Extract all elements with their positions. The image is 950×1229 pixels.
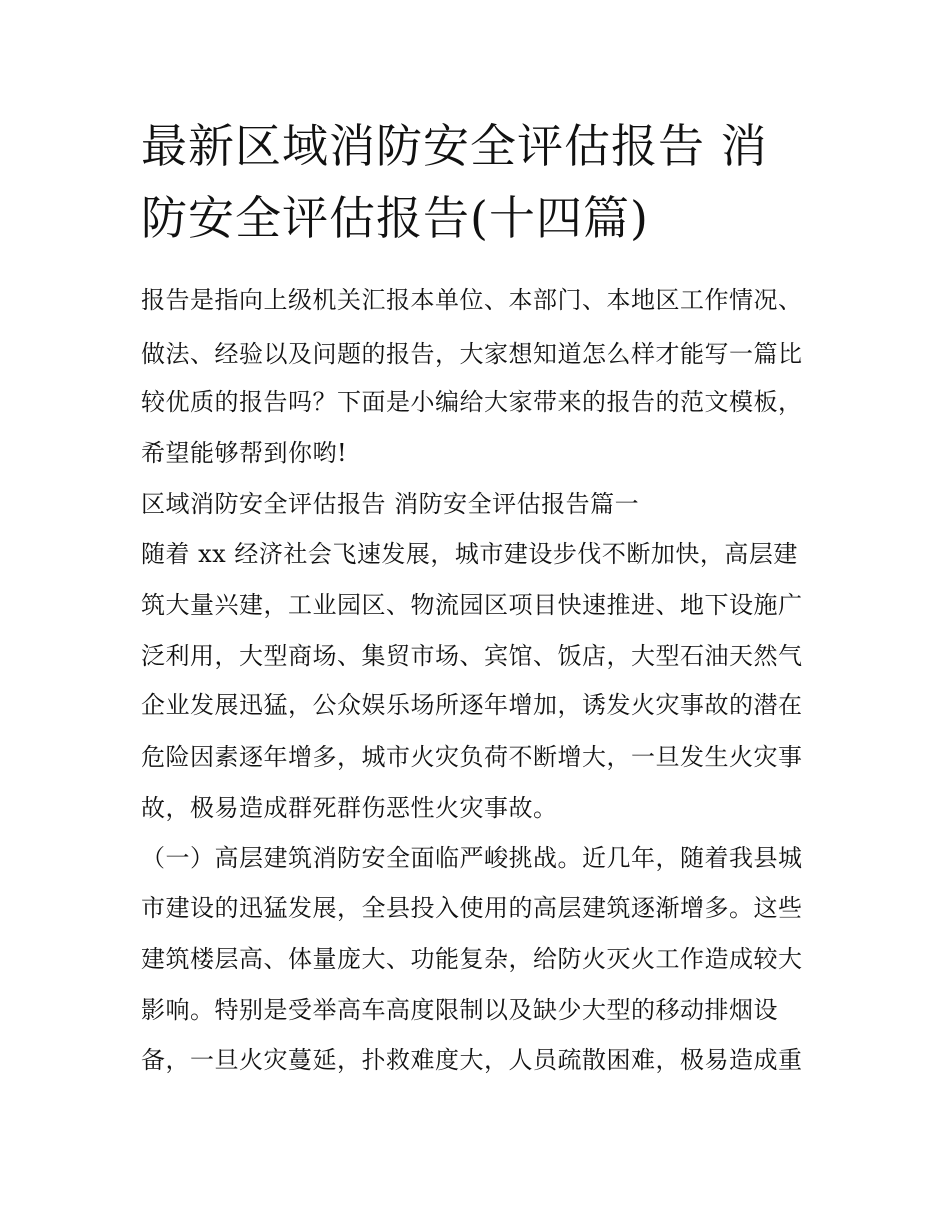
intro-line-2: 做法、经验以及问题的报告，大家想知道怎么样才能写一篇比 bbox=[141, 340, 803, 368]
document-title-line-1: 最新区域消防安全评估报告 消 bbox=[141, 119, 768, 173]
section-heading: 区域消防安全评估报告 消防安全评估报告篇一 bbox=[141, 490, 640, 518]
paragraph-2-line-1: （一）高层建筑消防安全面临严峻挑战。近几年，随着我县城 bbox=[141, 844, 803, 872]
paragraph-2-line-5: 备，一旦火灾蔓延，扑救难度大，人员疏散困难，极易造成重 bbox=[141, 1046, 803, 1074]
paragraph-2-line-3: 建筑楼层高、体量庞大、功能复杂，给防火灭火工作造成较大 bbox=[141, 945, 803, 973]
paragraph-1-line-2: 筑大量兴建，工业园区、物流园区项目快速推进、地下设施广 bbox=[141, 591, 803, 619]
paragraph-1-line-3: 泛利用，大型商场、集贸市场、宾馆、饭店，大型石油天然气 bbox=[141, 642, 803, 670]
paragraph-1-line-1: 随着 xx 经济社会飞速发展，城市建设步伐不断加快，高层建 bbox=[141, 540, 798, 568]
intro-line-3: 较优质的报告吗？下面是小编给大家带来的报告的范文模板， bbox=[141, 388, 803, 416]
paragraph-2-line-4: 影响。特别是受举高车高度限制以及缺少大型的移动排烟设 bbox=[141, 996, 778, 1024]
intro-line-4: 希望能够帮到你哟! bbox=[141, 439, 348, 467]
document-title-line-2: 防安全评估报告(十四篇) bbox=[141, 191, 649, 245]
paragraph-1-line-4: 企业发展迅猛，公众娱乐场所逐年增加，诱发火灾事故的潜在 bbox=[141, 691, 803, 719]
paragraph-1-line-5: 危险因素逐年增多，城市火灾负荷不断增大，一旦发生火灾事 bbox=[141, 743, 803, 771]
paragraph-2-line-2: 市建设的迅猛发展，全县投入使用的高层建筑逐渐增多。这些 bbox=[141, 894, 803, 922]
intro-line-1: 报告是指向上级机关汇报本单位、本部门、本地区工作情况、 bbox=[141, 286, 803, 314]
paragraph-1-line-6: 故，极易造成群死群伤恶性火灾事故。 bbox=[141, 794, 558, 822]
